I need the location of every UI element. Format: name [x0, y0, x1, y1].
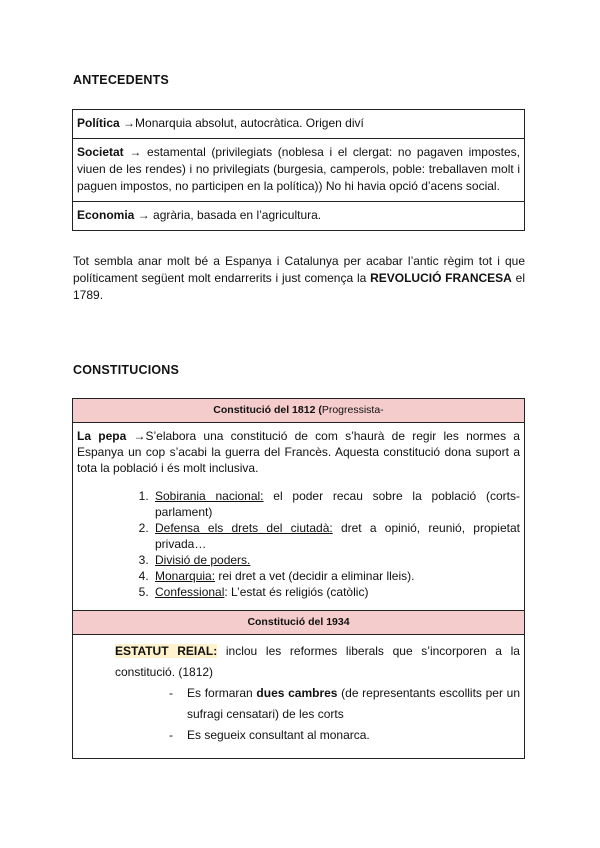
- c1934-title: Constitució del 1934: [73, 611, 525, 635]
- table-row: [73, 423, 525, 611]
- table-row: [73, 611, 525, 635]
- dash-bullet-icon: -: [169, 686, 173, 700]
- arrow-icon: →: [123, 145, 148, 159]
- politica-cell: [73, 110, 525, 139]
- dash-bullet-icon: -: [169, 728, 173, 742]
- list-item: [152, 568, 520, 584]
- statut-label: ESTATUT REIAL:: [115, 644, 218, 658]
- bullet-emphasis: dues cambres: [256, 686, 338, 700]
- lead-text: S’elabora una constitució de com s’haurà de regir les normes a Espanya un cop s’acabi la guerra del Francès. Aquesta constitució dona suport a tota la població i és molt inclusiva.: [77, 429, 520, 475]
- list-item: [77, 683, 520, 725]
- row-label: Política: [77, 116, 120, 130]
- row-text: estamental (privilegiats (noblesa i el clergat: no pagaven impostes, viuen de les rendes) i no privilegiats (burgesia, camperols, poble: treballaven molt i paguen impostos, no participen en la política)) No hi havia opció d’acens social.: [77, 145, 520, 193]
- row-label: Societat: [77, 145, 124, 159]
- c1812-title-bold: Constitució del 1812 (: [213, 404, 322, 416]
- item-term: Monarquia:: [155, 569, 216, 583]
- c1934-body: [73, 635, 525, 759]
- bullet-text-end: (de representants escollits per un sufragi censatari) de les corts: [187, 686, 520, 721]
- list-item: [152, 552, 520, 568]
- item-term: Confessional: [155, 585, 225, 599]
- item-text: : L’estat és religiós (catòlic): [224, 585, 369, 599]
- row-text: Monarquia absolut, autocràtica. Origen diví: [135, 116, 364, 130]
- intro-paragraph: [73, 253, 525, 304]
- lead-label: La pepa: [77, 429, 127, 443]
- bullet-text: Es segueix consultant al monarca.: [187, 728, 370, 742]
- principles-list: [77, 488, 520, 600]
- c1812-title: [73, 399, 525, 423]
- antecedents-table: [72, 109, 525, 231]
- list-item: [152, 488, 520, 520]
- item-term: Defensa els drets del ciutadà:: [155, 521, 333, 535]
- constitucions-heading: CONSTITUCIONS: [73, 363, 180, 377]
- table-row: [73, 635, 525, 759]
- c1812-title-normal: Progressista-: [321, 404, 384, 416]
- antecedents-heading: ANTECEDENTS: [73, 73, 169, 87]
- paragraph-text-end: el 1789.: [73, 271, 525, 302]
- list-item: [152, 520, 520, 552]
- paragraph-text: Tot sembla anar molt bé a Espanya i Catalunya per acabar l’antic règim tot i que políticament següent molt endarrerits i just comença la: [73, 254, 525, 285]
- table-row: [73, 139, 525, 202]
- table-row: [73, 202, 525, 231]
- list-item: [77, 725, 520, 746]
- paragraph-emphasis: REVOLUCIÓ FRANCESA: [370, 271, 512, 285]
- bullet-text: Es formaran: [187, 686, 257, 700]
- societat-cell: [73, 139, 525, 202]
- table-row: [73, 399, 525, 423]
- c1812-body: [73, 423, 525, 611]
- list-item: [152, 584, 520, 600]
- item-text: dret a opinió, reunió, propietat privada…: [155, 521, 520, 551]
- item-term: Divisió de poders.: [155, 553, 251, 567]
- item-term: Sobirania nacional:: [155, 489, 264, 503]
- row-text: agrària, basada en l’agricultura.: [153, 208, 322, 222]
- item-text: rei dret a vet (decidir a eliminar lleis).: [215, 569, 415, 583]
- arrow-icon: →: [126, 429, 146, 443]
- constitucions-table: [72, 398, 525, 759]
- statut-paragraph: [115, 641, 520, 683]
- c1812-intro: [77, 428, 520, 476]
- statut-text: inclou les reformes liberals que s’incorporen a la constitució. (1812): [115, 644, 520, 679]
- arrow-icon: →: [119, 116, 136, 130]
- row-label: Economia: [77, 208, 135, 222]
- arrow-icon: →: [134, 208, 154, 222]
- table-row: [73, 110, 525, 139]
- item-text: el poder recau sobre la població (corts-parlament): [155, 489, 520, 519]
- economia-cell: [73, 202, 525, 231]
